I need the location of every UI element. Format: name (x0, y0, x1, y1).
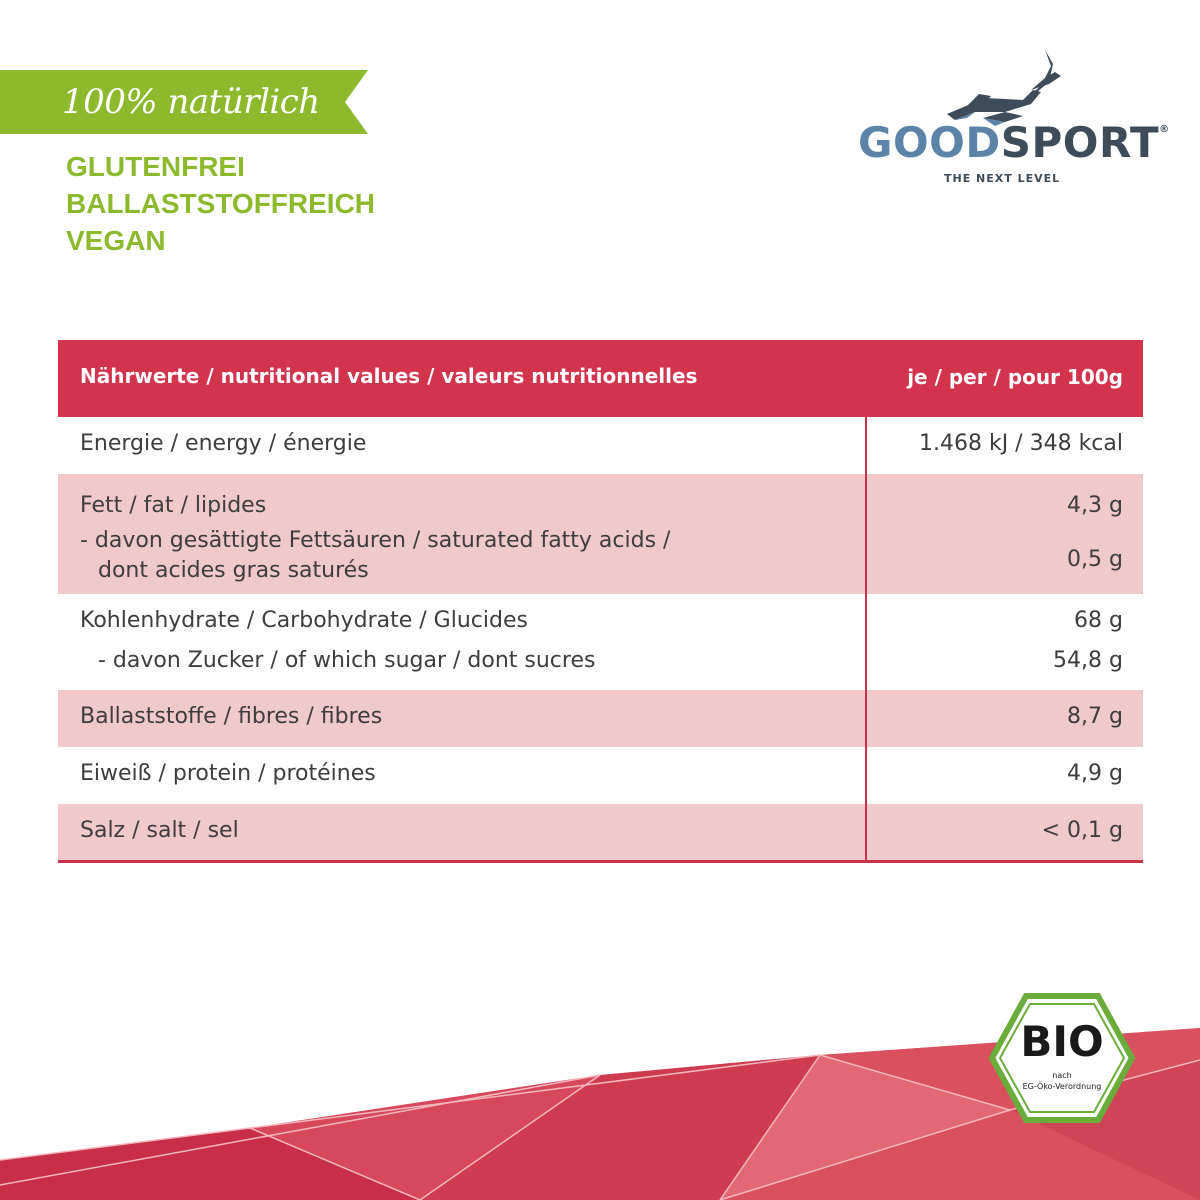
row-label: Salz / salt / sel (80, 818, 239, 843)
claim-glutenfree: GLUTENFREI (66, 151, 245, 182)
row-value: 68 g (1074, 608, 1123, 633)
row-label: - davon Zucker / of which sugar / dont sucres (98, 648, 596, 673)
brand-name-good: GOOD (858, 118, 1001, 167)
claim-fibre-rich: BALLASTSTOFFREICH (66, 188, 376, 219)
table-row-salt (58, 804, 1143, 861)
table-row-fibre (58, 690, 1143, 747)
table-row-protein (58, 747, 1143, 804)
table-row-energy (58, 417, 1143, 474)
row-label: Energie / energy / énergie (80, 431, 367, 456)
row-value: 0,5 g (1067, 547, 1123, 572)
row-value: 4,9 g (1067, 761, 1123, 786)
natural-ribbon (0, 70, 370, 134)
row-label: - davon gesättigte Fettsäuren / saturated fatty acids / (80, 528, 671, 553)
header-label: Nährwerte / nutritional values / valeurs nutritionnelles (80, 364, 698, 388)
row-value: 1.468 kJ / 348 kcal (918, 431, 1123, 456)
row-label-cont: dont acides gras saturés (98, 558, 369, 583)
row-label: Fett / fat / lipides (80, 493, 267, 518)
bio-seal-icon (988, 992, 1136, 1124)
registered-mark: ® (1159, 124, 1170, 135)
bio-seal-text: BIO (1020, 1017, 1104, 1066)
row-value: 8,7 g (1067, 704, 1123, 729)
bio-seal-line1: nach (1052, 1071, 1072, 1080)
product-claims (66, 148, 375, 259)
bio-seal-line2: EG-Öko-Verordnung (1022, 1082, 1102, 1091)
header-unit: je / per / pour 100g (907, 365, 1123, 389)
row-label: Kohlenhydrate / Carbohydrate / Glucides (80, 608, 528, 633)
table-header (58, 340, 1143, 417)
row-value: < 0,1 g (1041, 818, 1123, 843)
table-row-carbs (58, 594, 1143, 690)
row-value: 4,3 g (1067, 493, 1123, 518)
ribbon-text: 100% natürlich (62, 82, 320, 122)
row-label: Ballaststoffe / fibres / fibres (80, 704, 383, 729)
table-bottom-line (58, 860, 1143, 863)
claim-vegan: VEGAN (66, 225, 166, 256)
nutrition-table (58, 340, 1143, 861)
column-divider (865, 417, 867, 862)
brand-tagline: THE NEXT LEVEL (944, 172, 1061, 185)
brand-name-sport: SPORT (1000, 118, 1160, 167)
row-value: 54,8 g (1053, 648, 1123, 673)
row-label: Eiweiß / protein / protéines (80, 761, 376, 786)
brand-name (858, 118, 1170, 167)
table-row-fat (58, 474, 1143, 594)
